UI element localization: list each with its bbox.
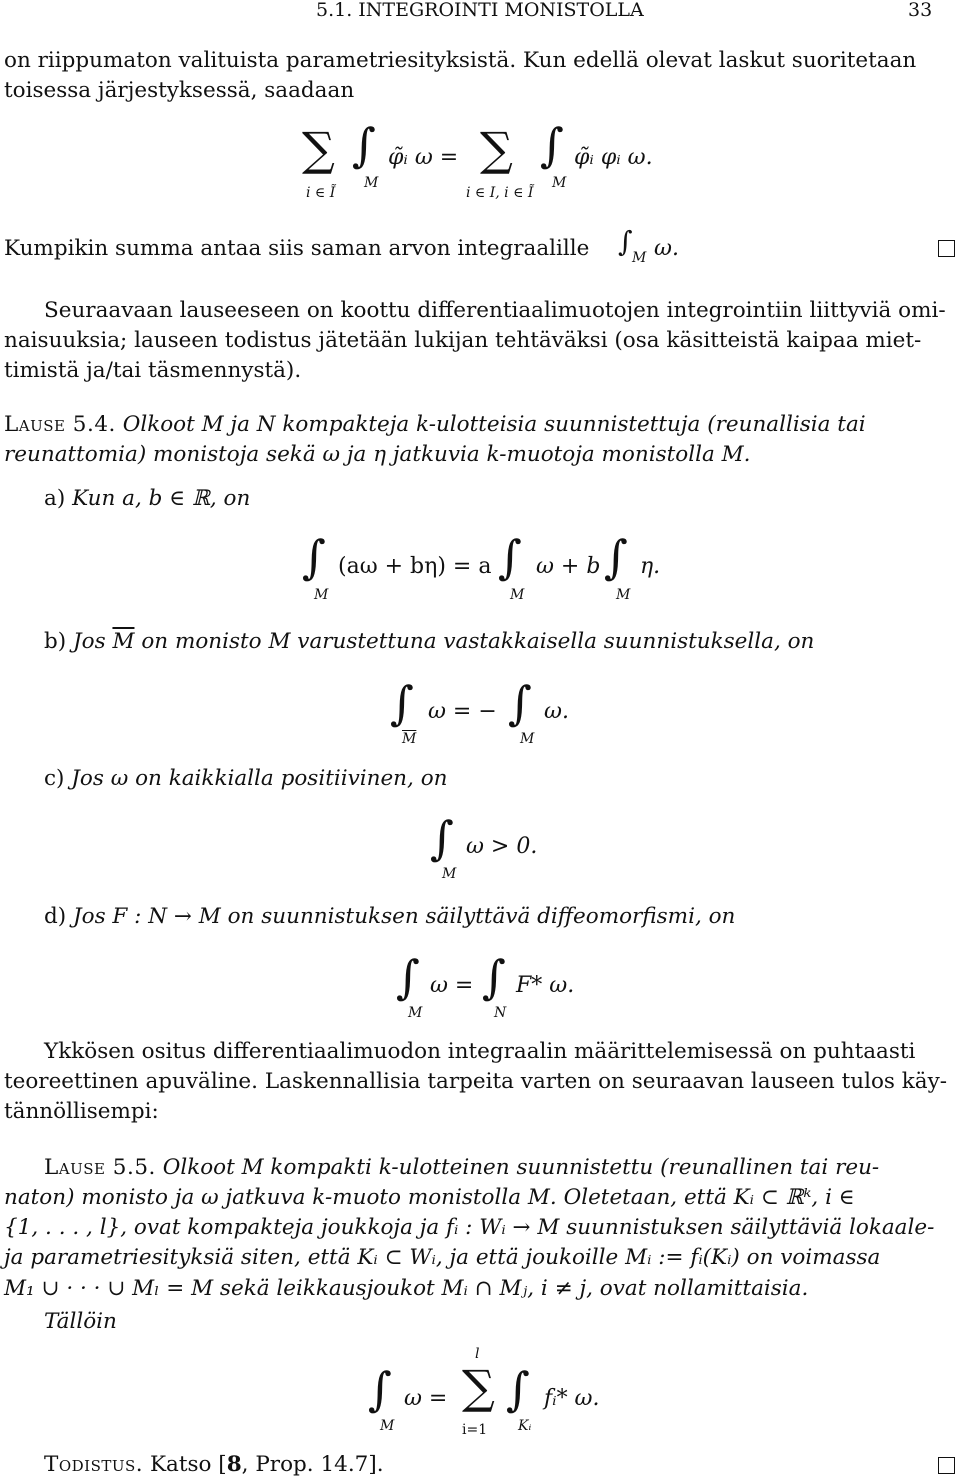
equation-body: φ̃ᵢ ω = — [388, 145, 459, 170]
list-item-c — [44, 765, 448, 793]
integral-subscript: M — [314, 587, 329, 603]
sum-symbol: ∑ — [462, 1360, 495, 1414]
list-marker: c) — [44, 766, 65, 791]
equation-body: ω > 0. — [466, 834, 538, 859]
integral-symbol: ∫ — [482, 950, 506, 1004]
overlined-symbol: $\overline{M}$ — [112, 629, 135, 654]
integral-symbol: ∫ — [352, 118, 376, 172]
paragraph-line: Seuraavaan lauseeseen on koottu differentiaalimuotojen integrointiin liittyviä omi- — [44, 298, 946, 323]
equation-body: (aω + bη) = a — [338, 554, 492, 579]
list-text: Kun a, b ∈ ℝ, on — [72, 486, 251, 511]
paragraph-line: toisessa järjestyksessä, saadaan — [4, 78, 355, 103]
equation-body: φ̃ᵢ φᵢ ω. — [574, 145, 653, 170]
integral-subscript: M — [510, 587, 525, 603]
sum-symbol: ∑ — [302, 122, 335, 176]
page-number: 33 — [908, 0, 933, 21]
integral-symbol: ∫ — [396, 950, 420, 1004]
list-marker: d) — [44, 904, 67, 929]
list-item-b — [44, 628, 814, 656]
paragraph-line: tännöllisempi: — [4, 1099, 159, 1124]
list-text: on monisto M varustettuna vastakkaisella suunnistuksella, on — [141, 629, 815, 654]
equation-body: F* ω. — [516, 973, 575, 998]
equation-body: ω = — [430, 973, 474, 998]
inline-math: ω. — [654, 236, 679, 261]
integral-symbol: ∫ — [618, 225, 633, 258]
equation-body: η. — [640, 554, 661, 579]
theorem-text: Olkoot M kompakti k-ulotteinen suunnistettu (reunallinen tai reu- — [162, 1155, 880, 1180]
theorem-text: M₁ ∪ · · · ∪ Mₗ = M sekä leikkausjoukot Mᵢ ∩ Mⱼ, i ≠ j, ovat nollamittaisia. — [4, 1276, 809, 1301]
paragraph-line: Ykkösen ositus differentiaalimuodon integraalin määrittelemisessä on puhtaasti — [44, 1039, 916, 1064]
equation-body: ω + b — [536, 554, 601, 579]
integral-subscript: N — [494, 1005, 507, 1021]
theorem-label: Lause 5.4. — [4, 412, 116, 437]
qed-symbol — [938, 1457, 955, 1474]
integral-subscript: M — [408, 1005, 423, 1021]
sum-symbol: ∑ — [480, 122, 513, 176]
theorem-text: Tällöin — [44, 1309, 117, 1334]
list-text: Jos — [73, 629, 106, 654]
integral-subscript: M — [616, 587, 631, 603]
citation-link[interactable]: 8 — [226, 1452, 242, 1477]
equation-body: ω. — [544, 699, 569, 724]
theorem-text: ja parametriesityksiä siten, että Kᵢ ⊂ Wᵢ, ja että joukoille Mᵢ := fᵢ(Kᵢ) on voimassa — [4, 1245, 881, 1270]
proof-line — [44, 1451, 384, 1479]
equation-body: ω = — [404, 1386, 448, 1411]
theorem-text: naton) monisto ja ω jatkuva k-muoto monistolla M. Oletetaan, että Kᵢ ⊂ ℝᵏ, i ∈ — [4, 1185, 855, 1210]
theorem-text: {1, . . . , l}, ovat kompakteja joukkoja ja fᵢ : Wᵢ → M suunnistuksen säilyttäviä lokaale- — [4, 1215, 935, 1240]
paragraph-line: teoreettinen apuväline. Laskennallisia tarpeita varten on seuraavan lauseen tulos käy- — [4, 1069, 948, 1094]
integral-symbol: ∫ — [390, 676, 414, 730]
theorem-label: Lause 5.5. — [44, 1155, 156, 1180]
theorem-text: Olkoot M ja N kompakteja k-ulotteisia suunnistettuja (reunallisia tai — [122, 412, 866, 437]
integral-symbol: ∫ — [368, 1362, 392, 1416]
integral-symbol: ∫ — [498, 530, 522, 584]
list-text: Jos F : N → M on suunnistuksen säilyttävä diffeomorfismi, on — [73, 904, 736, 929]
integral-subscript: M — [520, 731, 535, 747]
proof-text: , Prop. 14.7]. — [241, 1452, 384, 1477]
sum-subscript: i ∈ Ĩ — [306, 185, 336, 201]
integral-subscript: M — [552, 175, 567, 191]
equation-body: ω = − — [428, 699, 497, 724]
integral-subscript: M — [632, 250, 647, 266]
integral-symbol: ∫ — [604, 530, 628, 584]
paragraph-line: on riippumaton valituista parametriesityksistä. Kun edellä olevat laskut suoritetaan — [4, 48, 917, 73]
paragraph-line: Kumpikin summa antaa siis saman arvon integraalille — [4, 236, 590, 261]
sum-superscript: l — [475, 1346, 480, 1362]
qed-symbol — [938, 240, 955, 257]
theorem-text: reunattomia) monistoja sekä ω ja η jatkuvia k-muotoja monistolla M. — [4, 442, 751, 467]
integral-symbol: ∫ — [508, 676, 532, 730]
running-header: 5.1. INTEGROINTI MONISTOLLA — [316, 0, 644, 21]
list-text: Jos ω on kaikkialla positiivinen, on — [71, 766, 448, 791]
integral-subscript: M — [380, 1418, 395, 1434]
list-item-d — [44, 903, 735, 931]
paragraph-line: timistä ja/tai täsmennystä). — [4, 358, 302, 383]
sum-subscript: i ∈ I, i ∈ Ĩ — [466, 185, 534, 201]
proof-label: Todistus. — [44, 1452, 144, 1477]
integral-subscript: $\overline{M}$ — [402, 731, 417, 747]
proof-text: Katso [ — [149, 1452, 227, 1477]
paragraph-line: naisuuksia; lauseen todistus jätetään lukijan tehtäväksi (osa käsitteistä kaipaa miet- — [4, 328, 922, 353]
integral-symbol: ∫ — [540, 118, 564, 172]
theorem-heading — [44, 1154, 879, 1182]
equation-body: fᵢ* ω. — [544, 1386, 600, 1411]
integral-subscript: Kᵢ — [518, 1418, 532, 1434]
integral-symbol: ∫ — [302, 530, 326, 584]
integral-subscript: M — [442, 866, 457, 882]
integral-subscript: M — [364, 175, 379, 191]
list-item-a — [44, 485, 250, 513]
list-marker: b) — [44, 629, 67, 654]
theorem-heading — [4, 411, 866, 439]
integral-symbol: ∫ — [430, 811, 454, 865]
integral-symbol: ∫ — [506, 1362, 530, 1416]
sum-subscript: i=1 — [462, 1422, 488, 1438]
list-marker: a) — [44, 486, 66, 511]
